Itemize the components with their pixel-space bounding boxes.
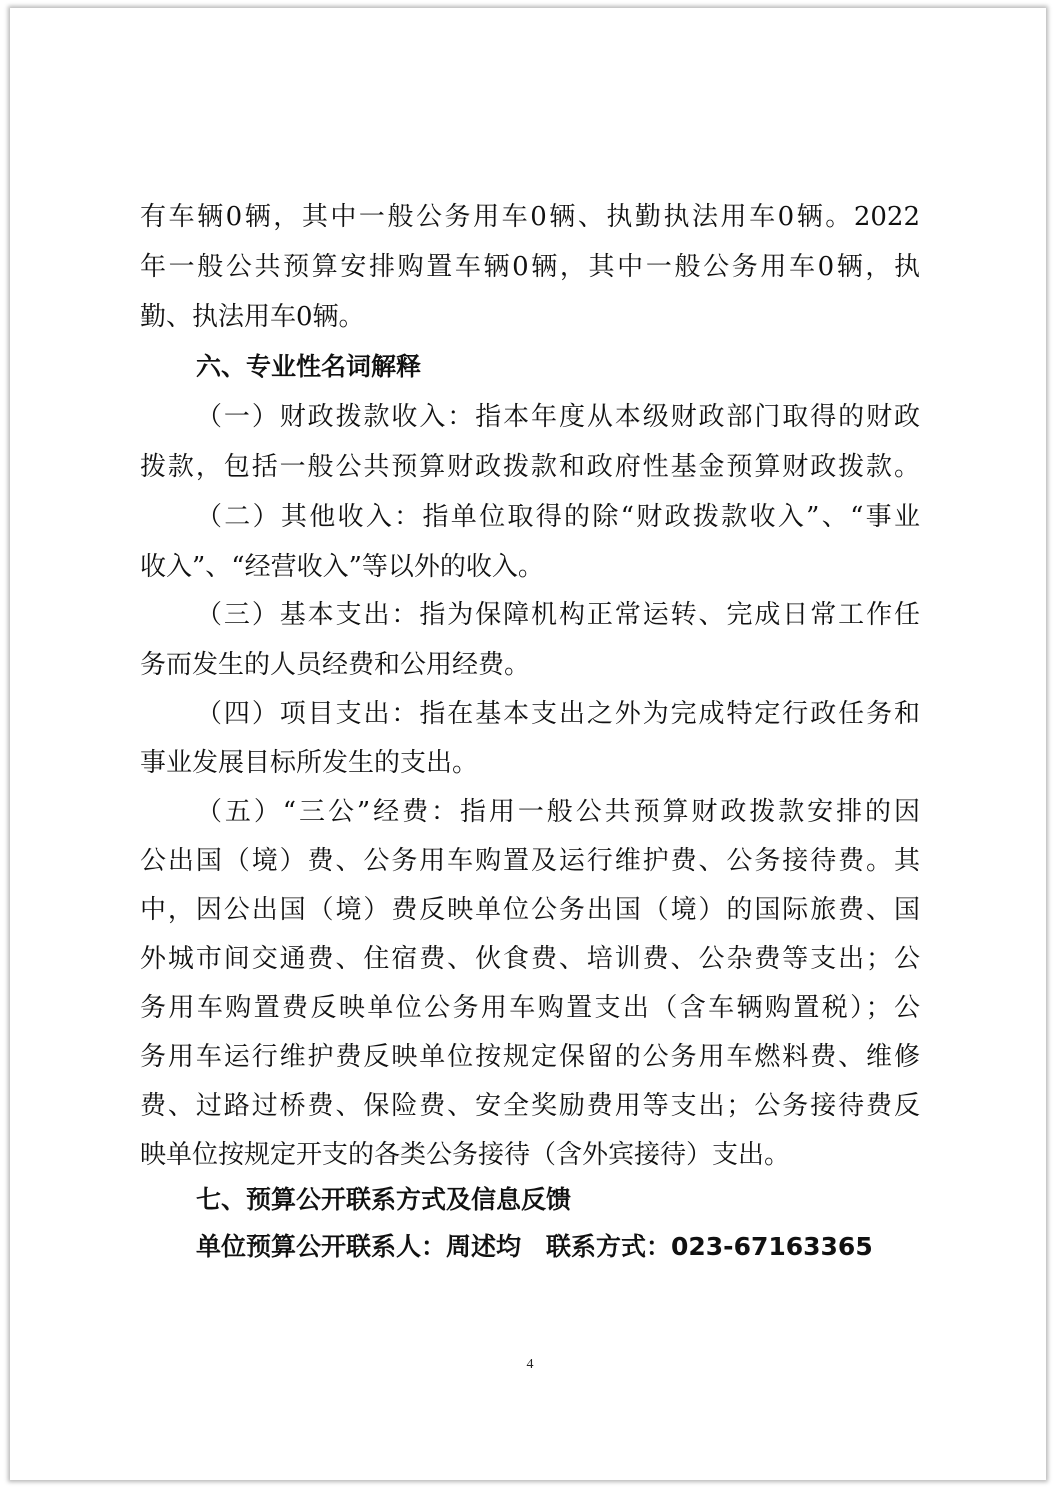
contact-line: 单位预算公开联系人：周述均 联系方式：023-67163365 (196, 1232, 873, 1261)
body-line: （二）其他收入：指单位取得的除“财政拨款收入”、“事业 (196, 502, 920, 532)
body-line: 有车辆0辆，其中一般公务用车0辆、执勤执法用车0辆。2022 (140, 202, 920, 232)
body-line: （四）项目支出：指在基本支出之外为完成特定行政任务和 (196, 699, 920, 729)
body-line: 拨款，包括一般公共预算财政拨款和政府性基金预算财政拨款。 (140, 452, 920, 482)
body-line: 公出国（境）费、公务用车购置及运行维护费、公务接待费。其 (140, 846, 920, 876)
body-line: 务用车运行维护费反映单位按规定保留的公务用车燃料费、维修 (140, 1042, 920, 1072)
page-number: 4 (526, 1357, 534, 1372)
section-heading: 六、专业性名词解释 (196, 352, 422, 381)
body-line: 务用车购置费反映单位公务用车购置支出（含车辆购置税）；公 (140, 993, 920, 1023)
body-line: 事业发展目标所发生的支出。 (140, 748, 479, 778)
body-line: 费、过路过桥费、保险费、安全奖励费用等支出；公务接待费反 (140, 1091, 920, 1121)
body-line: （五）“三公”经费：指用一般公共预算财政拨款安排的因 (196, 797, 920, 827)
body-line: 务而发生的人员经费和公用经费。 (140, 650, 531, 680)
body-line: 映单位按规定开支的各类公务接待（含外宾接待）支出。 (140, 1140, 791, 1170)
body-line: 勤、执法用车0辆。 (140, 302, 365, 332)
body-line: （三）基本支出：指为保障机构正常运转、完成日常工作任 (196, 600, 920, 630)
section-heading: 七、预算公开联系方式及信息反馈 (196, 1185, 572, 1214)
body-line: 中，因公出国（境）费反映单位公务出国（境）的国际旅费、国 (140, 895, 920, 925)
body-line: （一）财政拨款收入：指本年度从本级财政部门取得的财政 (196, 402, 920, 432)
body-line: 年一般公共预算安排购置车辆0辆，其中一般公务用车0辆，执 (140, 252, 920, 282)
body-line: 收入”、“经营收入”等以外的收入。 (140, 552, 544, 582)
body-line: 外城市间交通费、住宿费、伙食费、培训费、公杂费等支出；公 (140, 944, 920, 974)
